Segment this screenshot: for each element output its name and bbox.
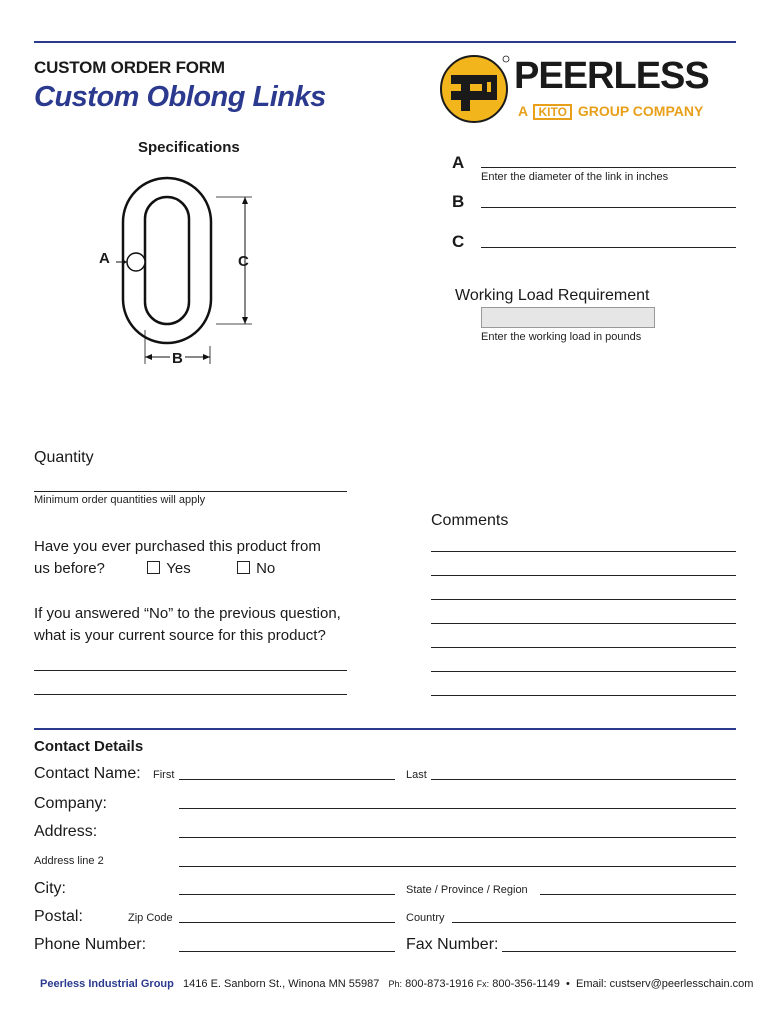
zip-code-label: Zip Code (128, 912, 173, 924)
page-title: Custom Oblong Links (34, 81, 326, 113)
specifications-heading: Specifications (138, 139, 240, 156)
footer-fax: 800-356-1149 (492, 978, 560, 990)
company-label: Company: (34, 795, 107, 812)
fax-number-input[interactable] (502, 934, 736, 952)
peerless-logo (438, 53, 738, 125)
working-load-input[interactable] (481, 307, 655, 328)
last-name-input[interactable] (431, 762, 736, 780)
purchased-question (34, 536, 321, 580)
address-label: Address: (34, 823, 98, 840)
comments-line-5[interactable] (431, 630, 736, 648)
logo-tagline (518, 103, 703, 120)
spec-b-input[interactable] (481, 190, 736, 208)
footer-company: Peerless Industrial Group (40, 978, 174, 990)
quantity-label: Quantity (34, 449, 94, 466)
spec-a-label: A (452, 153, 465, 172)
country-input[interactable] (452, 905, 736, 923)
top-rule (34, 41, 736, 43)
footer-ph-label: Ph: (388, 979, 403, 989)
footer-phone: 800-873-1916 (405, 978, 474, 990)
working-load-label: Working Load Requirement (455, 287, 650, 304)
phone-number-input[interactable] (179, 934, 395, 952)
source-question-line2: what is your current source for this product? (34, 627, 326, 644)
first-name-input[interactable] (179, 762, 395, 780)
city-input[interactable] (179, 877, 395, 895)
logo-tagline-a: A (518, 103, 528, 119)
no-label: No (256, 560, 276, 577)
yes-checkbox[interactable] (147, 561, 160, 574)
logo-tagline-rest: GROUP COMPANY (577, 103, 704, 119)
first-name-label: First (153, 769, 175, 781)
spec-c-input[interactable] (481, 230, 736, 248)
company-input[interactable] (179, 791, 736, 809)
quantity-hint: Minimum order quantities will apply (34, 494, 206, 506)
footer-email[interactable]: custserv@peerlesschain.com (609, 978, 754, 990)
source-input-line2[interactable] (34, 677, 347, 695)
diagram-label-a: A (99, 250, 110, 267)
comments-line-7[interactable] (431, 678, 736, 696)
source-input-line1[interactable] (34, 653, 347, 671)
no-checkbox[interactable] (237, 561, 250, 574)
address-line2-label: Address line 2 (34, 855, 104, 867)
purchased-question-line2: us before? (34, 560, 105, 577)
address-line2-input[interactable] (179, 849, 736, 867)
logo-brand: PEERLESS (514, 55, 709, 97)
address-input[interactable] (179, 820, 736, 838)
zip-code-input[interactable] (179, 905, 395, 923)
quantity-input[interactable] (34, 474, 347, 492)
state-label: State / Province / Region (406, 884, 528, 896)
spec-c-label: C (452, 232, 465, 251)
yes-label: Yes (166, 560, 191, 577)
purchased-question-line1: Have you ever purchased this product from (34, 538, 321, 555)
logo-tagline-kito: KITO (533, 104, 571, 120)
contact-name-label: Contact Name: (34, 765, 141, 782)
postal-label: Postal: (34, 908, 83, 925)
contact-divider (34, 728, 736, 730)
source-question-line1: If you answered “No” to the previous question, (34, 605, 341, 622)
footer-email-label: Email: (576, 978, 607, 990)
comments-line-1[interactable] (431, 534, 736, 552)
diagram-label-b: B (172, 350, 183, 367)
form-kicker: CUSTOM ORDER FORM (34, 58, 225, 77)
footer-address: 1416 E. Sanborn St., Winona MN 55987 (183, 978, 380, 990)
source-question (34, 603, 341, 647)
comments-line-2[interactable] (431, 558, 736, 576)
spec-a-input[interactable] (481, 150, 736, 168)
footer-fx-label: Fx: (476, 979, 490, 989)
spec-b-label: B (452, 192, 465, 211)
country-label: Country (406, 912, 445, 924)
oblong-link-diagram (90, 170, 270, 370)
comments-line-6[interactable] (431, 654, 736, 672)
last-name-label: Last (406, 769, 427, 781)
comments-label: Comments (431, 512, 509, 529)
city-label: City: (34, 880, 66, 897)
diagram-label-c: C (238, 253, 249, 270)
footer: Peerless Industrial Group 1416 E. Sanborn St., Winona MN 55987 Ph: 800-873-1916 Fx: 800-356-1149 • Email: custserv@peerlesschain.com (40, 978, 754, 990)
state-input[interactable] (540, 877, 736, 895)
comments-line-3[interactable] (431, 582, 736, 600)
phone-number-label: Phone Number: (34, 936, 147, 953)
working-load-hint: Enter the working load in pounds (481, 331, 642, 343)
fax-number-label: Fax Number: (406, 936, 499, 953)
contact-details-heading: Contact Details (34, 738, 144, 755)
spec-a-hint: Enter the diameter of the link in inches (481, 171, 669, 183)
comments-line-4[interactable] (431, 606, 736, 624)
